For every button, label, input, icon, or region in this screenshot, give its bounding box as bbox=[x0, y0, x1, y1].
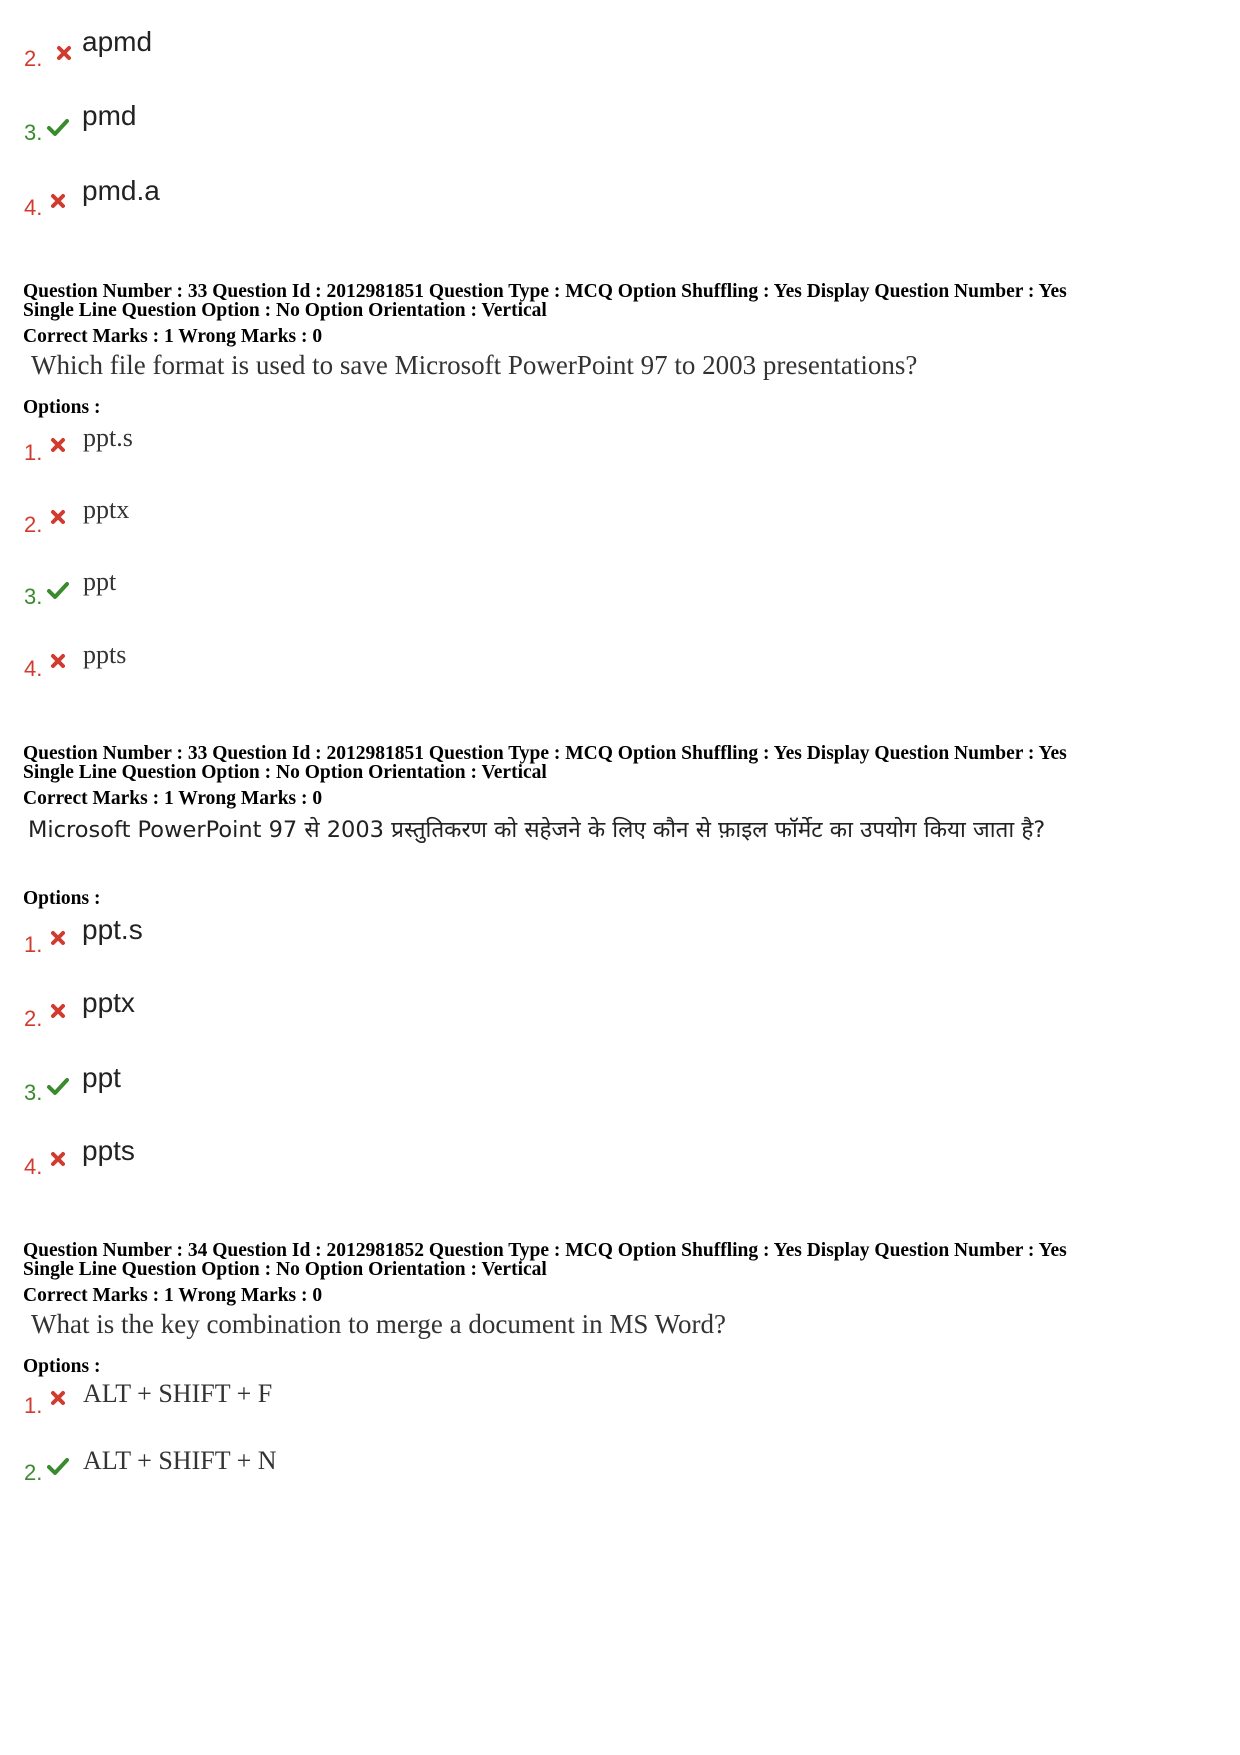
question-text: What is the key combination to merge a document in MS Word? bbox=[31, 1309, 726, 1339]
option-number: 4. bbox=[24, 656, 43, 681]
question-marks: Correct Marks : 1 Wrong Marks : 0 bbox=[23, 1285, 323, 1306]
option-text: ppts bbox=[83, 640, 127, 669]
option-number: 4. bbox=[24, 195, 43, 220]
cross-mark-icon bbox=[50, 437, 66, 453]
options-label: Options : bbox=[23, 1356, 101, 1377]
check-mark-icon bbox=[46, 1076, 70, 1096]
option-number: 2. bbox=[24, 512, 43, 537]
check-mark-icon bbox=[46, 580, 70, 600]
option-number: 3. bbox=[24, 120, 43, 145]
question-text: Which file format is used to save Microsoft PowerPoint 97 to 2003 presentations? bbox=[31, 350, 918, 380]
option-number: 1. bbox=[24, 932, 43, 957]
options-label: Options : bbox=[23, 888, 101, 909]
question-meta-line: Single Line Question Option : No Option Orientation : Vertical bbox=[23, 762, 547, 783]
option-text: pmd bbox=[82, 100, 137, 131]
option-number: 2. bbox=[24, 1006, 43, 1031]
option-number: 4. bbox=[24, 1154, 43, 1179]
option-number: 3. bbox=[24, 1080, 43, 1105]
option-text: pptx bbox=[82, 987, 135, 1018]
options-label: Options : bbox=[23, 397, 101, 418]
option-text: ALT + SHIFT + N bbox=[83, 1446, 277, 1475]
option-text: apmd bbox=[82, 26, 153, 57]
option-text: ppts bbox=[82, 1135, 135, 1166]
question-meta-line: Question Number : 33 Question Id : 2012981851 Question Type : MCQ Option Shuffling : Yes Display Question Number : Yes bbox=[23, 281, 1067, 302]
option-number: 3. bbox=[24, 584, 43, 609]
question-text: Microsoft PowerPoint 97 से 2003 प्रस्तुतिकरण को सहेजने के लिए कौन से फ़ाइल फॉर्मेट का उपयोग किया जाता है? bbox=[28, 817, 1046, 843]
option-text: ppt bbox=[83, 567, 117, 596]
option-number: 2. bbox=[24, 46, 43, 71]
cross-mark-icon bbox=[50, 509, 66, 525]
cross-mark-icon bbox=[50, 193, 66, 209]
option-text: ppt bbox=[82, 1062, 121, 1093]
check-mark-icon bbox=[46, 117, 70, 137]
cross-mark-icon bbox=[50, 653, 66, 669]
option-number: 1. bbox=[24, 440, 43, 465]
option-number: 2. bbox=[24, 1460, 43, 1485]
option-text: ppt.s bbox=[83, 423, 133, 452]
question-meta-line: Single Line Question Option : No Option Orientation : Vertical bbox=[23, 300, 547, 321]
question-marks: Correct Marks : 1 Wrong Marks : 0 bbox=[23, 326, 323, 347]
option-text: pptx bbox=[83, 495, 130, 524]
cross-mark-icon bbox=[50, 1003, 66, 1019]
cross-mark-icon bbox=[50, 1390, 66, 1406]
option-text: ALT + SHIFT + F bbox=[83, 1379, 273, 1408]
cross-mark-icon bbox=[56, 45, 72, 61]
question-meta-line: Single Line Question Option : No Option Orientation : Vertical bbox=[23, 1259, 547, 1280]
check-mark-icon bbox=[46, 1456, 70, 1476]
option-text: pmd.a bbox=[82, 175, 160, 206]
question-meta-line: Question Number : 33 Question Id : 2012981851 Question Type : MCQ Option Shuffling : Yes Display Question Number : Yes bbox=[23, 743, 1067, 764]
option-text: ppt.s bbox=[82, 914, 143, 945]
option-number: 1. bbox=[24, 1393, 43, 1418]
cross-mark-icon bbox=[50, 930, 66, 946]
question-marks: Correct Marks : 1 Wrong Marks : 0 bbox=[23, 788, 323, 809]
question-meta-line: Question Number : 34 Question Id : 2012981852 Question Type : MCQ Option Shuffling : Yes Display Question Number : Yes bbox=[23, 1240, 1067, 1261]
cross-mark-icon bbox=[50, 1151, 66, 1167]
